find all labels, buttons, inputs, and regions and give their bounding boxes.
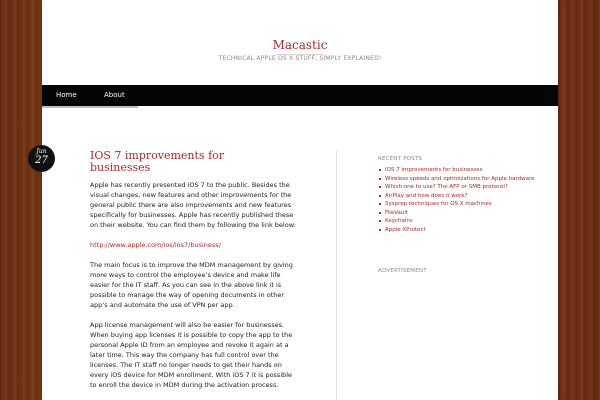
page-container (35, 0, 558, 400)
site-title[interactable]: Macastic (272, 38, 328, 52)
apple-business-link[interactable]: http://www.apple.com/ios/ios7/business/ (90, 241, 221, 249)
main-navigation (42, 85, 558, 106)
nav-about[interactable]: About (104, 91, 125, 99)
nav-shadow-bar (42, 106, 138, 108)
post-date-badge (28, 145, 55, 172)
advertisement-heading: ADVERTISEMENT (378, 268, 427, 274)
recent-posts-heading: RECENT POSTS (378, 156, 423, 162)
recent-post-link[interactable]: FileVault (378, 209, 550, 218)
recent-post-link[interactable]: Apple XProtect (378, 226, 550, 235)
recent-post-link[interactable]: Which one to use? The AFP or SMB protocol? (378, 183, 550, 192)
recent-posts-list (378, 166, 550, 234)
recent-post-link[interactable]: AirPlay and how does it work? (378, 192, 550, 201)
post-paragraph: Apple has recently presented iOS 7 to the public. Besides the visual changes, new features and other improvements for the general public there are also improvements and new features specifically for businesses. Apple has recently published these on their website. You can find them by following the link below: (90, 181, 296, 229)
recent-post-link[interactable]: IOS 7 improvements for businesses (378, 166, 550, 175)
post-title[interactable]: IOS 7 improvements for businesses (90, 149, 225, 174)
post-paragraph: The main focus is to improve the MDM management by giving more ways to control the employee’s device and make life easier for the IT staff. As you can see in the above link it is possible to manage the way of opening documents in other app’s and automate the use of VPN per app. (90, 261, 293, 309)
post-date-month: Jun (36, 148, 47, 155)
post-paragraph: App license management will also be easier for businesses. When buying app licenses it is possible to copy the app to the personal Apple ID from an employee and revoke it again at a later time. This way the company has full control over the licenses. The IT staff no longer needs to get their hands on every iOS device for MDM enrollment. With iOS 7 it is possible to enroll the device in MDM during the activation process. (90, 321, 293, 389)
site-description: TECHNICAL APPLE OS X STUFF, SIMPLY EXPLAINED! (218, 55, 382, 62)
sidebar-divider (336, 150, 337, 400)
recent-post-link[interactable]: Wireless speeds and optimizations for Apple hardware (378, 175, 550, 184)
recent-post-link[interactable]: Keychains (378, 217, 550, 226)
post-content (90, 180, 298, 400)
nav-home[interactable]: Home (56, 91, 77, 99)
post-link-paragraph (90, 240, 298, 250)
post-date-day: 27 (35, 155, 48, 166)
recent-post-link[interactable]: Sysprep techniques for OS X machines (378, 200, 550, 209)
